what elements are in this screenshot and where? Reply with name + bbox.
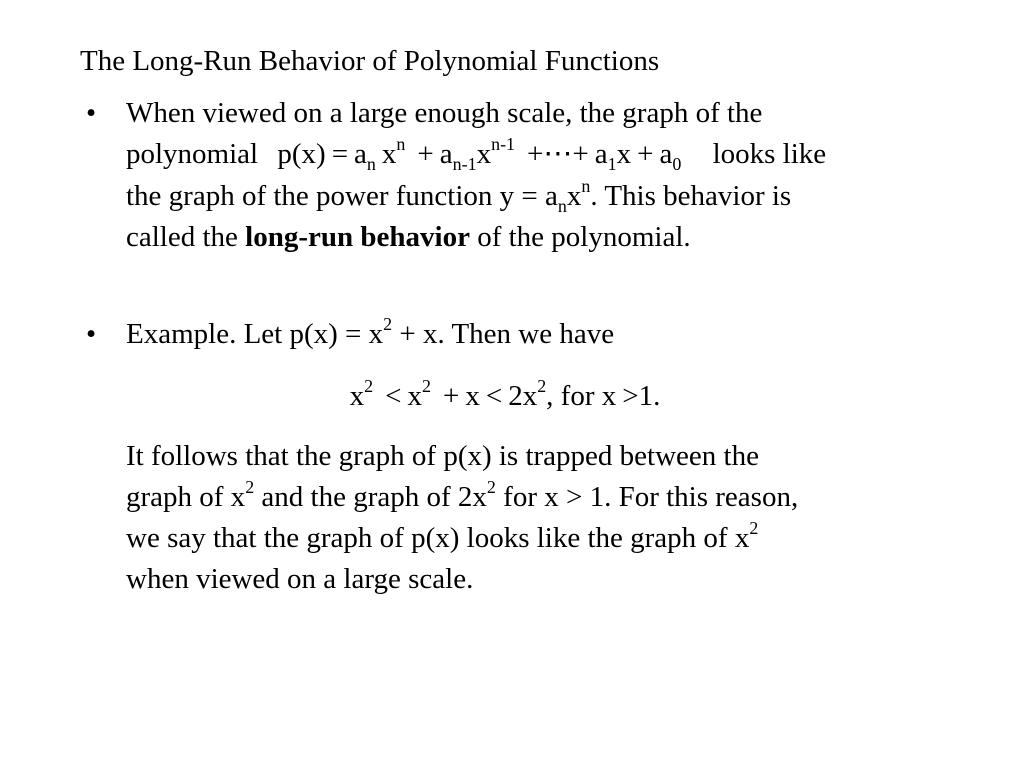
polynomial-word: polynomial [126,138,259,170]
explanation-line3: we say that the graph of p(x) looks like the graph of $x^2$ [126,517,759,554]
bullet2-line1: Example. Let $p(x) = x^2 + x$. Then we have [126,313,615,350]
looks-like-text: looks like [712,138,827,170]
long-run-behavior-term: long-run behavior [245,221,470,253]
bullet-marker: • [86,318,97,350]
explanation-line1: It follows that the graph of p(x) is trapped between the [126,440,759,472]
polynomial-formula: $p(x) = a_n$ $x^n + a_{n-1}x^{n-1}$ +⋯+ $a_1x + a_0$ [277,133,682,174]
bullet1-line3: the graph of the power function $y = a_nx^n$. This behavior is [126,175,792,216]
bullet-marker: • [86,97,97,129]
slide-title: The Long-Run Behavior of Polynomial Functions [80,45,660,77]
bullet1-line4: called the long-run behavior of the polynomial. [126,221,691,253]
explanation-line2: graph of $x^2$ and the graph of $2x^2$ for x > 1. For this reason, [126,476,799,513]
bullet1-line2 [126,134,826,174]
explanation-line4: when viewed on a large scale. [126,563,474,595]
bullet1-line1: When viewed on a large enough scale, the graph of the [126,97,763,129]
inequality-formula: $x^2 < x^2 + x < 2x^2$, for x >1. [349,375,661,412]
